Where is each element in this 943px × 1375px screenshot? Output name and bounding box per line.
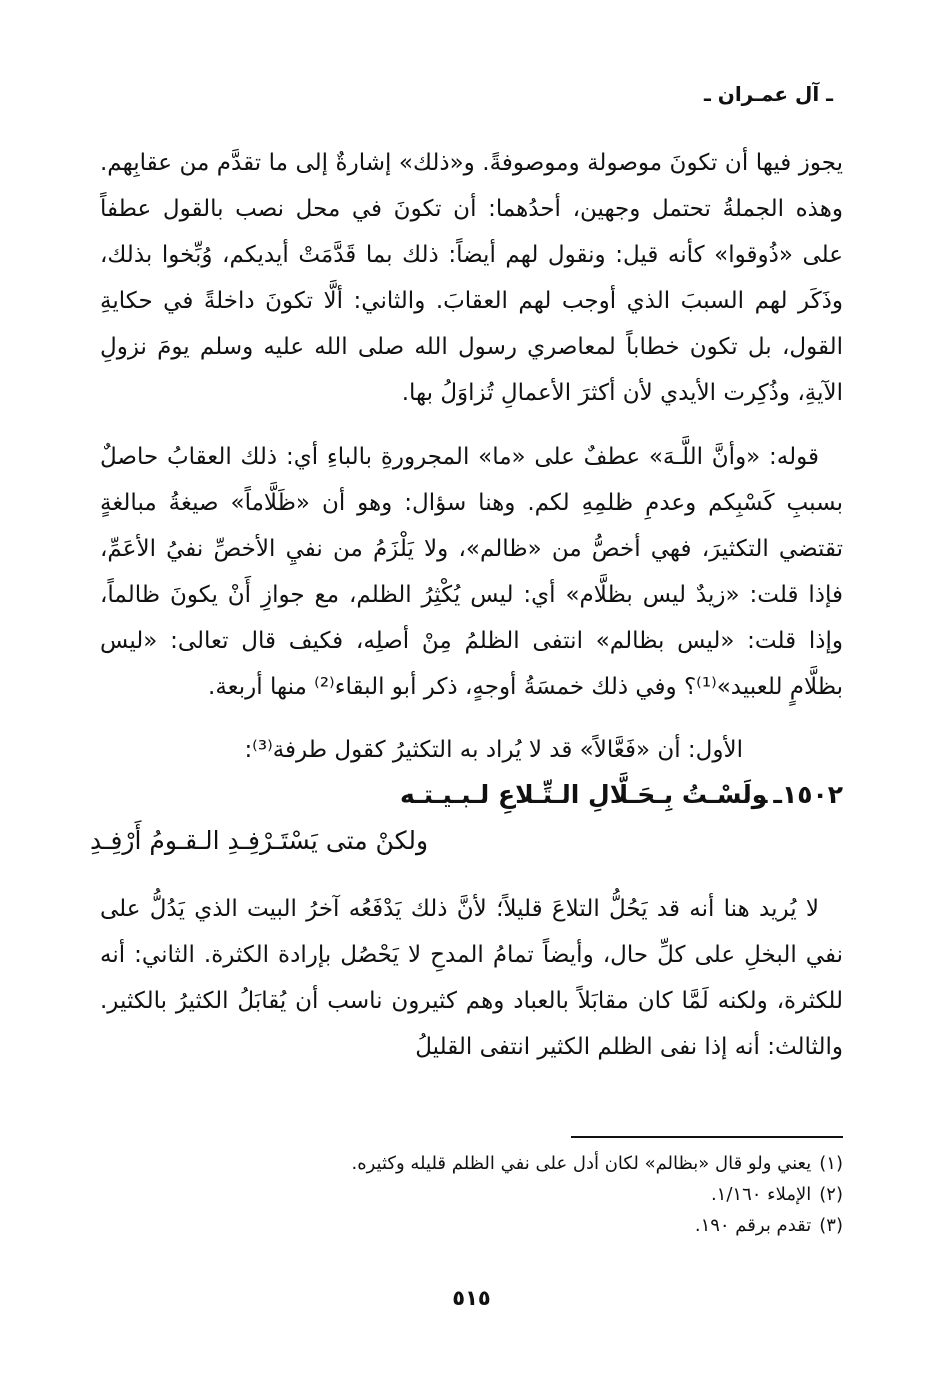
footnote-3 <box>100 1210 843 1241</box>
paragraph-2: قوله: «وأنَّ اللَّـهَ» عطفٌ على «ما» المجرورةِ بالباءِ أي: ذلك العقابُ حاصلٌ بسببِ كَسْبِكم وعدمِ ظلمِهِ لكم. وهنا سؤال: وهو أن «ظَلَّاماً» صيغةُ مبالغةٍ تقتضي التكثيرَ، فهي أخصُّ من «ظالم»، ولا يَلْزَمُ من نفيِ الأخصِّ نفيُ الأعَمِّ، فإذا قلت: «زيدٌ ليس بظلَّام» أي: ليس يُكْثِرُ الظلم، مع جوازِ أَنْ يكونَ ظالماً، وإذا قلت: «ليس بظالم» انتفى الظلمُ مِنْ أصلِه، فكيف قال تعالى: «ليس بظلَّامٍ للعبيد»⁽¹⁾؟ وفي ذلك خمسَةُ أوجهٍ، ذكر أبو البقاء⁽²⁾ منها أربعة. <box>100 444 843 700</box>
footnote-text: يعني ولو قال «بظالم» لكان أدل على نفي الظلم قليله وكثيره. <box>351 1153 812 1174</box>
verse-line-1: ولَسْـتُ بِـحَـلَّالِ الـتِّـلاعِ لـبـيـتـه <box>399 780 768 809</box>
footnote-number: (١) <box>819 1153 843 1174</box>
page-number: ٥١٥ <box>452 1286 491 1310</box>
verse-first-hemistich <box>100 772 843 818</box>
verse-intro: الأول: أن «فَعَّالاً» قد لا يُراد به التكثيرُ كقول طرفة⁽³⁾: <box>244 737 743 763</box>
footnote-text: الإملاء ١/١٦٠. <box>710 1184 812 1205</box>
verse-line-2: ولكنْ متى يَسْتَـرْفِـدِ الـقـومُ أَرْفِـدِ <box>90 826 429 855</box>
footnote-text: تقدم برقم ١٩٠. <box>694 1215 812 1236</box>
footnotes <box>100 1148 843 1241</box>
verse-number: ١٥٠٢ـ <box>773 780 843 809</box>
paragraph-1: يجوز فيها أن تكونَ موصولة وموصوفةً. و«ذلك» إشارةٌ إلى ما تقدَّم من عقابِهم. وهذه الجملةُ تحتمل وجهين، أحدُهما: أن تكونَ في محل نصب بالقول عطفاً على «ذُوقوا» كأنه قيل: ونقول لهم أيضاً: ذلك بما قَدَّمَتْ أيديكم، وُبِّخوا بذلك، وذَكَر لهم السببَ الذي أوجب لهم العقابَ. والثاني: ألَّا تكونَ داخلةً في حكايةِ القول، بل تكون خطاباً لمعاصري رسول الله صلى الله عليه وسلم يومَ نزولِ الآيةِ، وذُكِرت الأيدي لأن أكثرَ الأعمالِ تُزاوَلُ بها. <box>100 150 843 406</box>
footnote-number: (٣) <box>819 1215 843 1236</box>
paragraph-3: لا يُريد هنا أنه قد يَحُلُّ التلاعَ قليلاً؛ لأنَّ ذلك يَدْفَعُه آخرُ البيت الذي يَدُلُّ على نفي البخلِ على كلِّ حال، وأيضاً تمامُ المدحِ لا يَحْصُل بإرادة الكثرة. الثاني: أنه للكثرة، ولكنه لَمَّا كان مقابَلاً بالعباد وهم كثيرون ناسب أن يُقابَلُ الكثيرُ بالكثير. والثالث: أنه إذا نفى الظلم الكثير انتفى القليلُ <box>100 896 843 1060</box>
footnote-1 <box>100 1148 843 1179</box>
running-header: ـ آل عمـران ـ <box>703 82 833 106</box>
footnote-number: (٢) <box>819 1184 843 1205</box>
footnote-divider <box>571 1136 843 1138</box>
footnote-2 <box>100 1179 843 1210</box>
main-text <box>90 140 843 1088</box>
